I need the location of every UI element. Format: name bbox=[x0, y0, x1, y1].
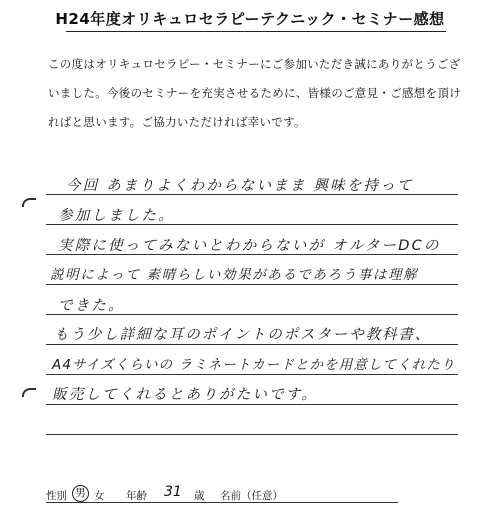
age-label: 年齢 bbox=[126, 490, 147, 502]
age-unit: 歳 bbox=[194, 490, 205, 502]
title-underline bbox=[66, 31, 446, 32]
age-value: 31 bbox=[164, 484, 182, 500]
gender-option-female: 女 bbox=[94, 490, 105, 502]
handwritten-line: 実際に使ってみないとわからないが オルターDCの bbox=[58, 238, 441, 254]
gender-label: 性別 bbox=[46, 490, 67, 502]
intro-line: いました。今後のセミナーを充実させるために、皆様のご意見・ご感想を頂け bbox=[48, 86, 461, 100]
ruled-line bbox=[46, 404, 458, 405]
ruled-line bbox=[46, 344, 458, 345]
intro-line: ればと思います。ご協力いただければ幸いです。 bbox=[48, 115, 306, 129]
handwritten-line: もう少し詳細な耳のポイントのポスターや教科書、 bbox=[54, 327, 432, 343]
handwritten-line: 販売してくれるとありがたいです。 bbox=[52, 387, 319, 403]
gender-male-circled: 男 bbox=[72, 485, 89, 502]
handwritten-line: A4サイズくらいの ラミネートカードとかを用意してくれたり bbox=[52, 357, 456, 373]
handwritten-line: 説明によって 素晴らしい効果があるであろう事は理解 bbox=[50, 267, 419, 283]
handwritten-line: 今回 あまりよくわからないまま 興味を持って bbox=[66, 178, 414, 194]
ruled-line bbox=[46, 374, 458, 375]
ruled-line bbox=[46, 434, 458, 435]
ruled-line bbox=[46, 284, 458, 285]
name-label: 名前（任意） bbox=[220, 490, 283, 502]
handwritten-line: できた。 bbox=[58, 298, 125, 314]
form-title: H24年度オリキュロセラピーテクニック・セミナー感想 bbox=[55, 10, 445, 28]
intro-text bbox=[48, 50, 468, 137]
punch-hole-mark bbox=[22, 198, 36, 207]
handwritten-line: 参加しました。 bbox=[58, 208, 175, 224]
punch-hole-mark bbox=[22, 388, 36, 397]
footer-underline bbox=[46, 502, 398, 503]
intro-line: この度はオリキュロセラピー・セミナーにご参加いただき誠にありがとうござ bbox=[48, 57, 461, 71]
